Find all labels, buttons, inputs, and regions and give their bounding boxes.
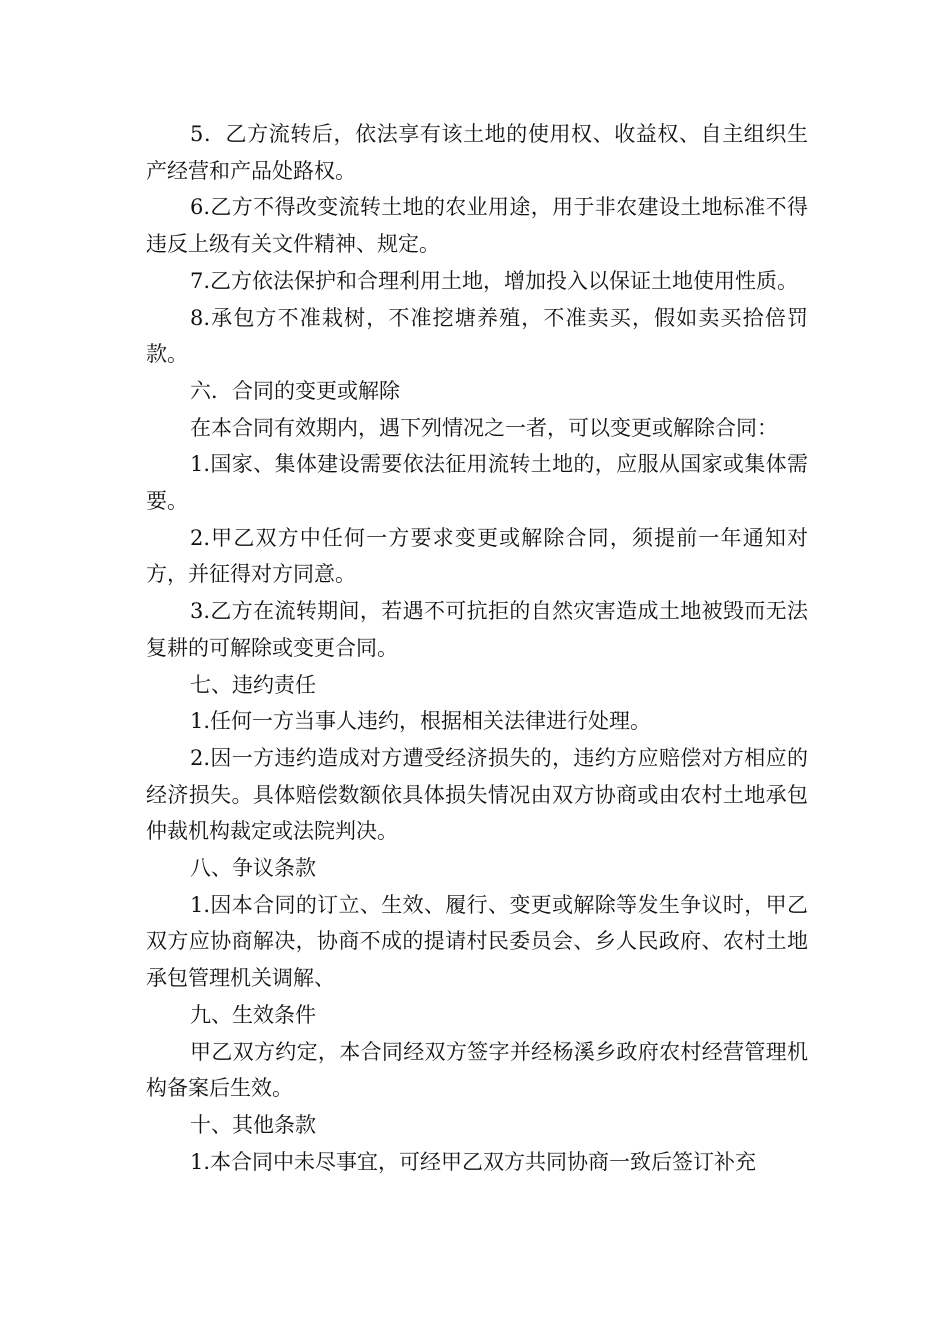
section-6-item-2: 2.甲乙双方中任何一方要求变更或解除合同，须提前一年通知对方，并征得对方同意。 xyxy=(146,525,808,587)
document-page xyxy=(146,116,808,1180)
clause-5: 5．乙方流转后，依法享有该土地的使用权、收益权、自主组织生产经营和产品处路权。 xyxy=(146,122,808,183)
clause-7: 7.乙方依法保护和合理利用土地，增加投入以保证土地使用性质。 xyxy=(190,268,799,293)
section-7-item-2: 2.因一方违约造成对方遭受经济损失的，违约方应赔偿对方相应的经济损失。具体赔偿数额依具体损失情况由双方协商或由农村土地承包仲裁机构裁定或法院判决。 xyxy=(146,745,808,844)
section-10-item-1: 1.本合同中未尽事宜，可经甲乙双方共同协商一致后签订补充 xyxy=(190,1149,757,1174)
section-heading-6: 六．合同的变更或解除 xyxy=(190,378,400,403)
clause-8: 8.承包方不准栽树，不准挖塘养殖，不准卖买，假如卖买拾倍罚款。 xyxy=(146,305,808,367)
section-6-intro: 在本合同有效期内，遇下列情况之一者，可以变更或解除合同： xyxy=(190,415,778,440)
clause-6: 6.乙方不得改变流转土地的农业用途，用于非农建设土地标准不得违反上级有关文件精神、规定。 xyxy=(146,195,808,257)
section-6-item-1: 1.国家、集体建设需要依法征用流转土地的，应服从国家或集体需要。 xyxy=(146,452,808,514)
section-6-item-3: 3.乙方在流转期间，若遇不可抗拒的自然灾害造成土地被毁而无法复耕的可解除或变更合同。 xyxy=(146,599,808,660)
section-8-item-1: 1.因本合同的订立、生效、履行、变更或解除等发生争议时，甲乙双方应协商解决，协商不成的提请村民委员会、乡人民政府、农村土地承包管理机关调解、 xyxy=(146,892,808,991)
section-heading-9: 九、生效条件 xyxy=(190,1002,316,1027)
section-heading-10: 十、其他条款 xyxy=(190,1112,316,1137)
section-9-body: 甲乙双方约定，本合同经双方签字并经杨溪乡政府农村经营管理机构备案后生效。 xyxy=(146,1039,808,1101)
section-7-item-1: 1.任何一方当事人违约，根据相关法律进行处理。 xyxy=(190,709,652,734)
section-heading-8: 八、争议条款 xyxy=(190,856,316,881)
section-heading-7: 七、违约责任 xyxy=(190,672,316,697)
